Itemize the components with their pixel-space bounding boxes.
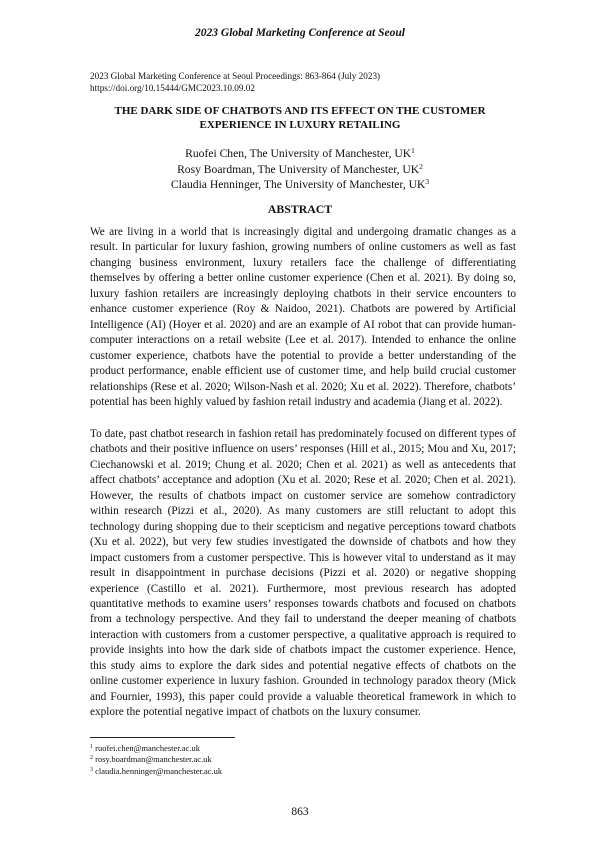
footnote-email: claudia.henninger@manchester.ac.uk bbox=[95, 765, 223, 776]
title-line: THE DARK SIDE OF CHATBOTS AND ITS EFFECT ON THE CUSTOMER bbox=[114, 105, 486, 117]
footnote-number: 1 bbox=[90, 744, 93, 750]
title-line: EXPERIENCE IN LUXURY RETAILING bbox=[199, 119, 401, 131]
footnote-marker: 2 bbox=[419, 161, 423, 171]
footnotes bbox=[90, 743, 222, 777]
abstract-paragraph: To date, past chatbot research in fashion retail has predominately focused on different types of chatbots and their positive influence on users’ responses (Hill et al., 2015; Mou and Xu, 2017; Ciechanowski et al. 2019; Chung et al. 2020; Chen et al. 2021) as well as antecedents that affect chatbots’ acceptance and adoption (Xu et al. 2020; Rese et al. 2020; Chen et al. 2021). However, the results of chatbots impact on customer service are somehow contradictory within research (Pizzi et al., 2020). As many customers are still reluctant to adopt this technology during shopping due to their scepticism and negative perceptions toward chatbots (Xu et al. 2022), but very few studies investigated the downside of chatbots and how they impact customers from a customer perspective. This is however vital to understand as it may result in disappointment in purchase decisions (Pizzi et al. 2020) or negative shopping experience (Castillo et al. 2021). Furthermore, most previous research has adopted quantitative methods to examine users’ responses towards chatbots and focused on chatbots from a technology perspective. And they fail to understand the deeper meaning of chatbots interaction with customers from a customer perspective, a qualitative approach is required to provide insights into how the dark side of chatbots impact the customer experience. Hence, this study aims to explore the dark sides and potential negative effects of chatbots on the online customer experience in luxury fashion. Grounded in technology paradox theory (Mick and Fournier, 1993), this paper could provide a valuable theoretical framework in which to explore the potential negative impact of chatbots on the luxury consumer. bbox=[90, 428, 516, 719]
author-line bbox=[0, 177, 600, 193]
footnote-marker: 1 bbox=[411, 146, 415, 155]
proceedings-citation: 2023 Global Marketing Conference at Seoul Proceedings: 863-864 (July 2023) bbox=[90, 71, 381, 81]
author-affiliation: Claudia Henninger, The University of Manchester, UK bbox=[170, 178, 426, 191]
doi-link[interactable]: https://doi.org/10.15444/GMC2023.10.09.02 bbox=[90, 82, 255, 93]
footnote-email: ruofei.chen@manchester.ac.uk bbox=[95, 743, 200, 753]
page-number: 863 bbox=[291, 806, 309, 818]
footnote bbox=[90, 754, 222, 765]
paper-title bbox=[70, 104, 530, 132]
author-affiliation: Rosy Boardman, The University of Manchester, UK bbox=[177, 162, 420, 176]
footnote bbox=[90, 766, 222, 777]
publication-info bbox=[90, 71, 380, 94]
author-line bbox=[0, 162, 600, 178]
running-head: 2023 Global Marketing Conference at Seoul bbox=[195, 27, 405, 39]
author-affiliation: Ruofei Chen, The University of Manchester, UK bbox=[185, 147, 412, 160]
author-list bbox=[0, 146, 600, 193]
abstract-heading: ABSTRACT bbox=[267, 202, 333, 216]
footnote-divider bbox=[90, 737, 235, 738]
footnote-number: 3 bbox=[90, 766, 93, 773]
author-line bbox=[0, 146, 600, 162]
footnote-marker: 3 bbox=[425, 177, 430, 186]
footnote-email: rosy.boardman@manchester.ac.uk bbox=[95, 754, 212, 765]
footnote-number: 2 bbox=[90, 755, 93, 762]
footnote bbox=[90, 743, 222, 754]
abstract-paragraph: We are living in a world that is increasingly digital and undergoing dramatic changes as a result. In particular for luxury fashion, growing numbers of online customers as well as fast changing business environment, luxury retailers face the challenge of differentiating themselves by offering a better online customer experience (Chen et al. 2021). By doing so, luxury fashion retailers are increasingly deploying chatbots in their service encounters to enhance customer experience (Roy & Naidoo, 2021). Chatbots are powered by Artificial Intelligence (AI) (Hoyer et al. 2020) and are an example of AI robot that can provide human-computer interactions on a retail website (Lee et al. 2017). Intended to enhance the online customer experience, chatbots have the potential to provide a better understanding of the product performance, enable efficient use of customer time, and help build crucial customer relationships (Rese et al. 2020; Wilson-Nash et al. 2020; Xu et al. 2022). Therefore, chatbots’ potential has been highly valued by fashion retail industry and academia (Jiang et al. 2022). bbox=[90, 226, 516, 408]
